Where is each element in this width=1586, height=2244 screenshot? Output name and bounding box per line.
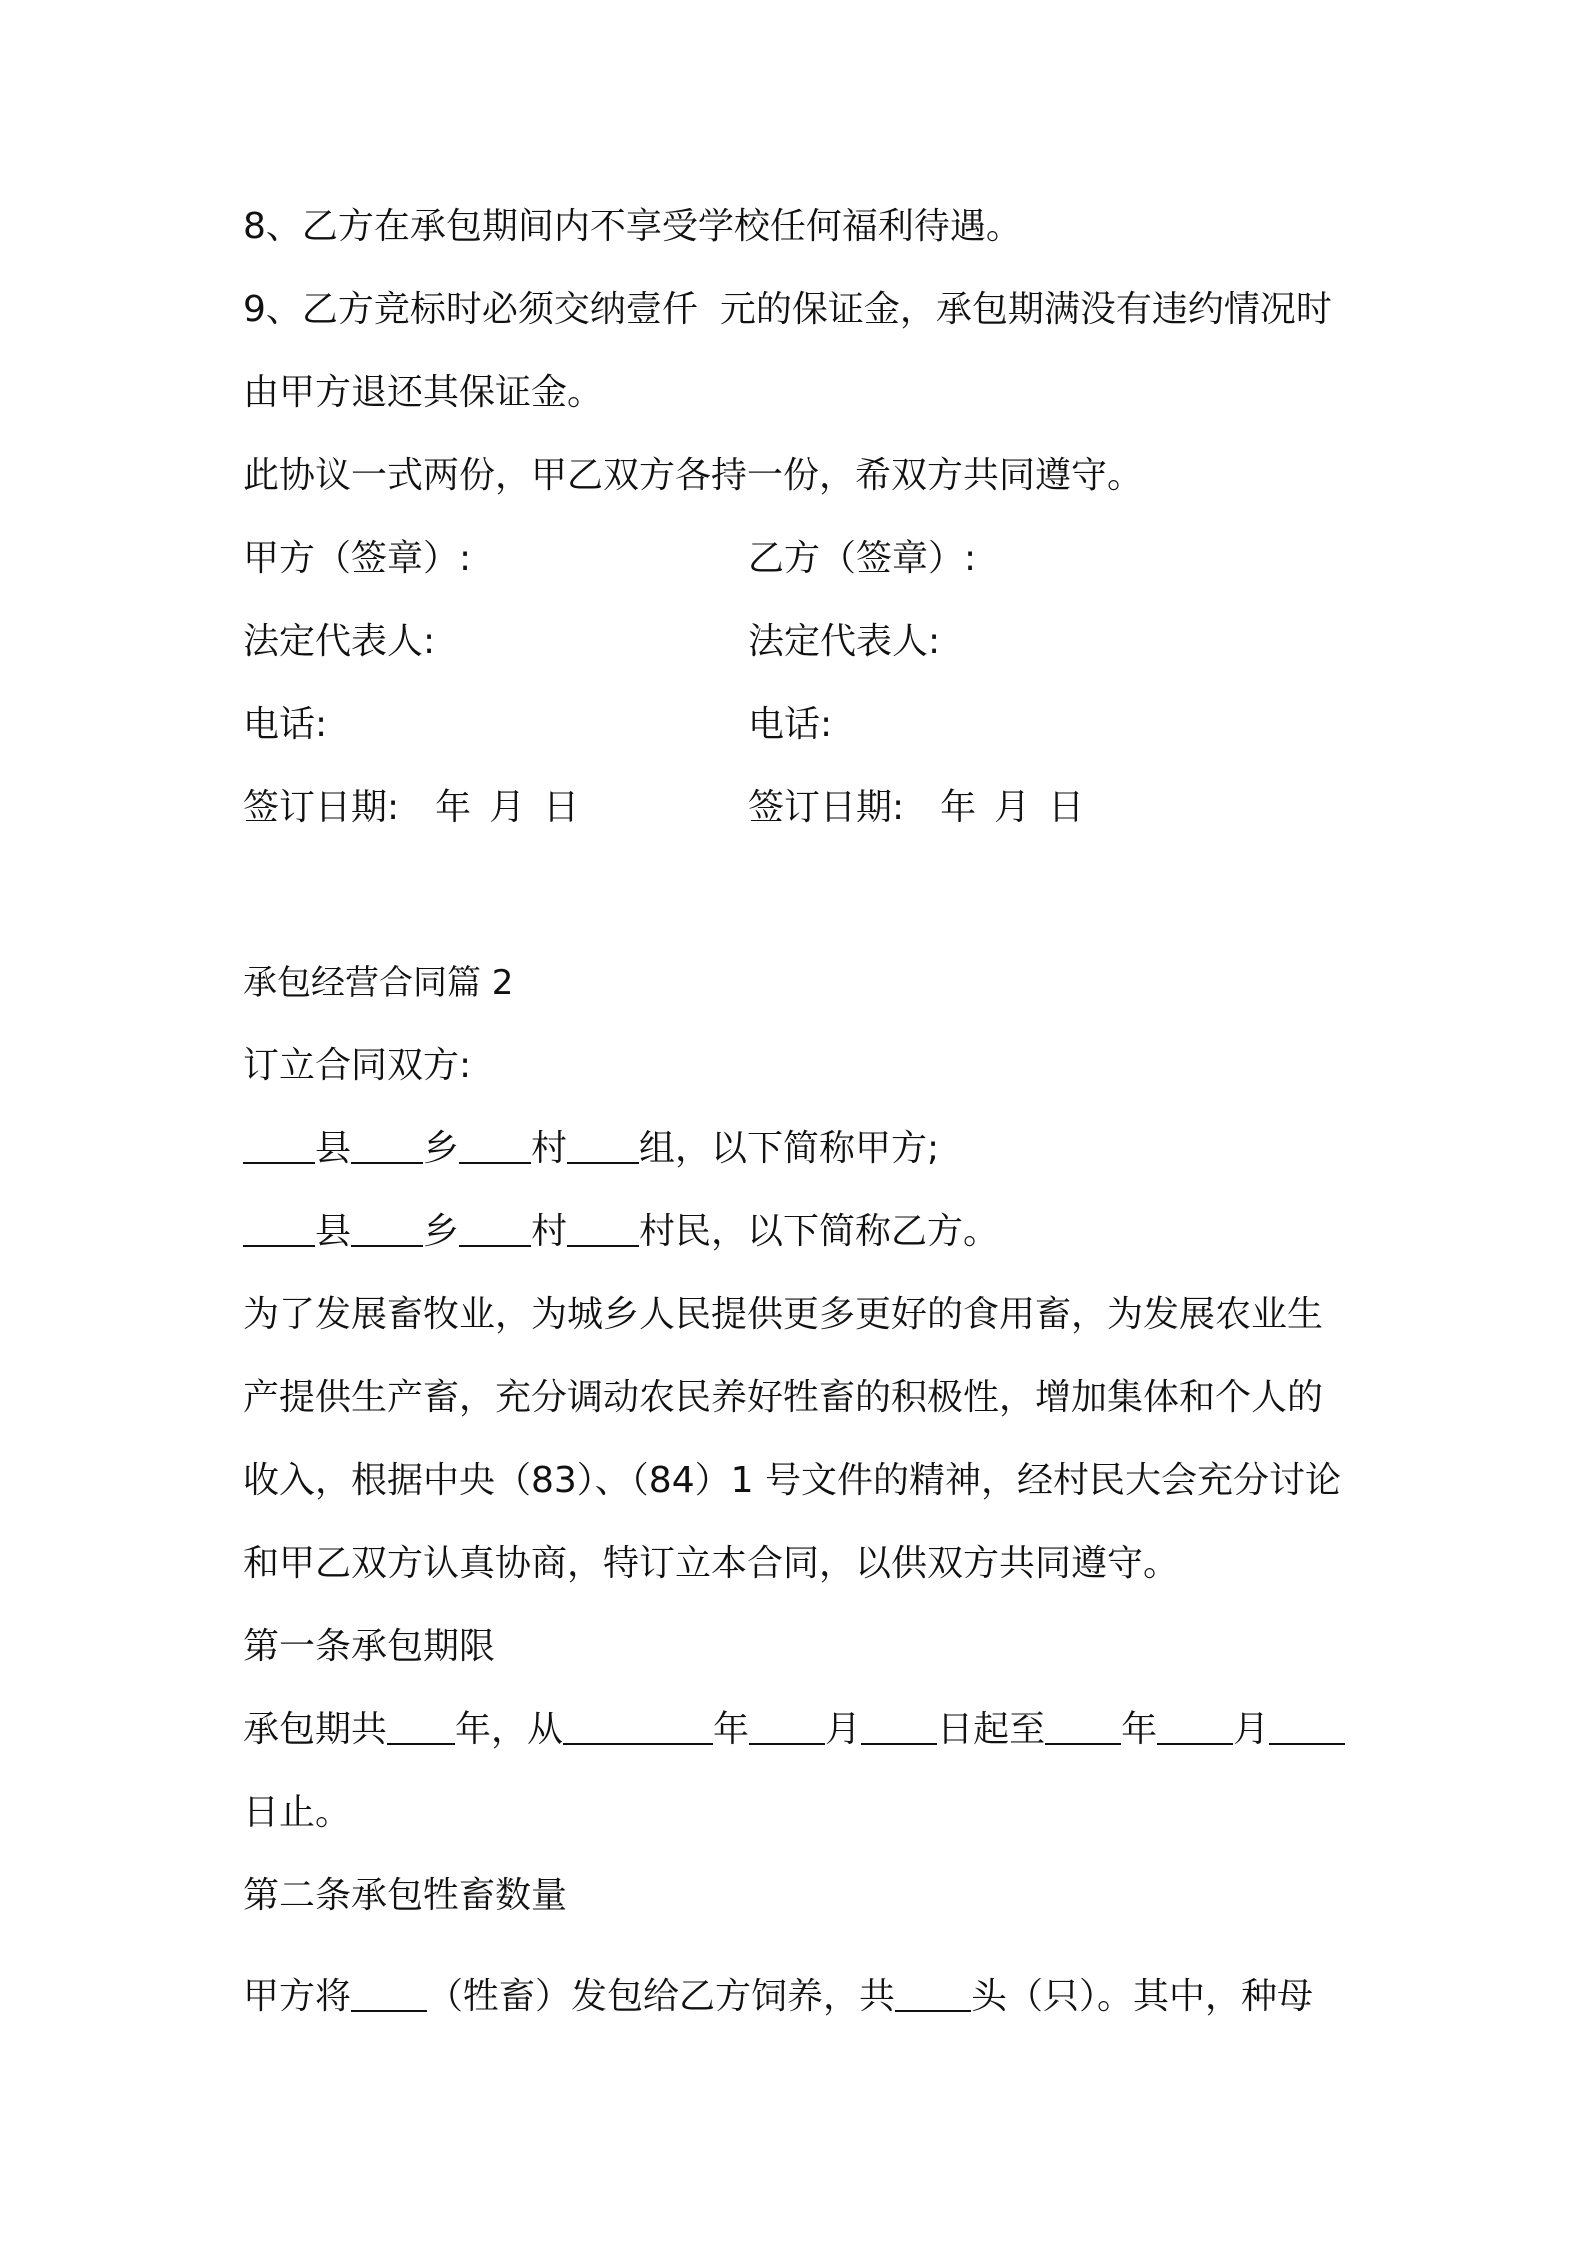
party-b-phone-label: 电话: (748, 704, 833, 745)
township-label: 乡 (423, 1128, 460, 1169)
term-month: 月 (825, 1709, 862, 1750)
livestock-count-line (243, 1974, 1313, 2020)
blank-field (387, 1711, 455, 1745)
blank-field (895, 1978, 971, 2012)
party-a-representative-label: 法定代表人: (243, 621, 436, 662)
contract-term-line (243, 1707, 1345, 1753)
blank-field (351, 1213, 423, 1247)
term-day-to: 日起至 (937, 1709, 1046, 1750)
preamble-line: 和甲乙双方认真协商，特订立本合同，以供双方共同遵守。 (243, 1543, 1180, 1584)
party-a-address-line (243, 1126, 939, 1172)
party-b-address-line (243, 1209, 999, 1255)
date-day: 日 (1048, 787, 1085, 828)
blank-field (243, 1213, 315, 1247)
party-a-signing-date (243, 785, 579, 831)
village-label: 村 (531, 1211, 568, 1252)
date-day: 日 (543, 787, 580, 828)
blank-field (1269, 1711, 1345, 1745)
item-9 (243, 287, 1332, 333)
date-month: 月 (994, 787, 1031, 828)
section-title: 承包经营合同篇 2 (243, 963, 514, 1003)
contract-term-end: 日止。 (243, 1792, 352, 1833)
blank-field (563, 1711, 713, 1745)
date-year: 年 (940, 787, 977, 828)
date-label: 签订日期: (243, 787, 400, 828)
party-a-suffix: 组，以下简称甲方; (639, 1128, 940, 1169)
blank-field (1045, 1711, 1121, 1745)
item-9-continued: 由甲方退还其保证金。 (243, 372, 604, 413)
party-b-representative-label: 法定代表人: (748, 621, 941, 662)
village-label: 村 (531, 1128, 568, 1169)
agreement-copies: 此协议一式两份，甲乙双方各持一份，希双方共同遵守。 (243, 455, 1144, 496)
livestock-start-text: 甲方将 (243, 1976, 352, 2017)
blank-field (567, 1130, 639, 1164)
party-b-suffix: 村民，以下简称乙方。 (639, 1211, 1000, 1252)
party-b-signing-date (748, 785, 1084, 831)
preamble-line: 产提供生产畜，充分调动农民养好牲畜的积极性，增加集体和个人的 (243, 1377, 1324, 1418)
blank-field (351, 1130, 423, 1164)
term-start-text: 承包期共 (243, 1709, 388, 1750)
blank-field (749, 1711, 825, 1745)
item-9-text-a: 9、乙方竞标时必须交纳壹仟 (243, 289, 698, 330)
preamble-line: 为了发展畜牧业，为城乡人民提供更多更好的食用畜，为发展农业生 (243, 1294, 1324, 1335)
term-year: 年 (713, 1709, 750, 1750)
blank-field (243, 1130, 315, 1164)
party-a-seal-label: 甲方（签章）: (243, 538, 472, 579)
article-2-title: 第二条承包牲畜数量 (243, 1875, 568, 1916)
term-year: 年 (1121, 1709, 1158, 1750)
date-month: 月 (489, 787, 526, 828)
date-year: 年 (435, 787, 472, 828)
blank-field (459, 1213, 531, 1247)
party-a-phone-label: 电话: (243, 704, 328, 745)
township-label: 乡 (423, 1211, 460, 1252)
livestock-mid-text: （牲畜）发包给乙方饲养，共 (427, 1976, 896, 2017)
article-1-title: 第一条承包期限 (243, 1626, 496, 1667)
parties-heading: 订立合同双方: (243, 1045, 472, 1086)
item-8: 8、乙方在承包期间内不享受学校任何福利待遇。 (243, 206, 1022, 247)
term-years-from: 年，从 (455, 1709, 564, 1750)
blank-field (459, 1130, 531, 1164)
party-b-seal-label: 乙方（签章）: (748, 538, 977, 579)
preamble-line: 收入，根据中央（83）、（84）1 号文件的精神，经村民大会充分讨论 (243, 1460, 1341, 1501)
county-label: 县 (315, 1128, 352, 1169)
blank-field (861, 1711, 937, 1745)
county-label: 县 (315, 1211, 352, 1252)
blank-field (1157, 1711, 1233, 1745)
item-9-text-b: 元的保证金，承包期满没有违约情况时 (719, 289, 1332, 330)
date-label: 签订日期: (748, 787, 905, 828)
term-month: 月 (1233, 1709, 1270, 1750)
blank-field (567, 1213, 639, 1247)
blank-field (351, 1978, 427, 2012)
livestock-end-text: 头（只）。其中，种母 (971, 1976, 1314, 2017)
